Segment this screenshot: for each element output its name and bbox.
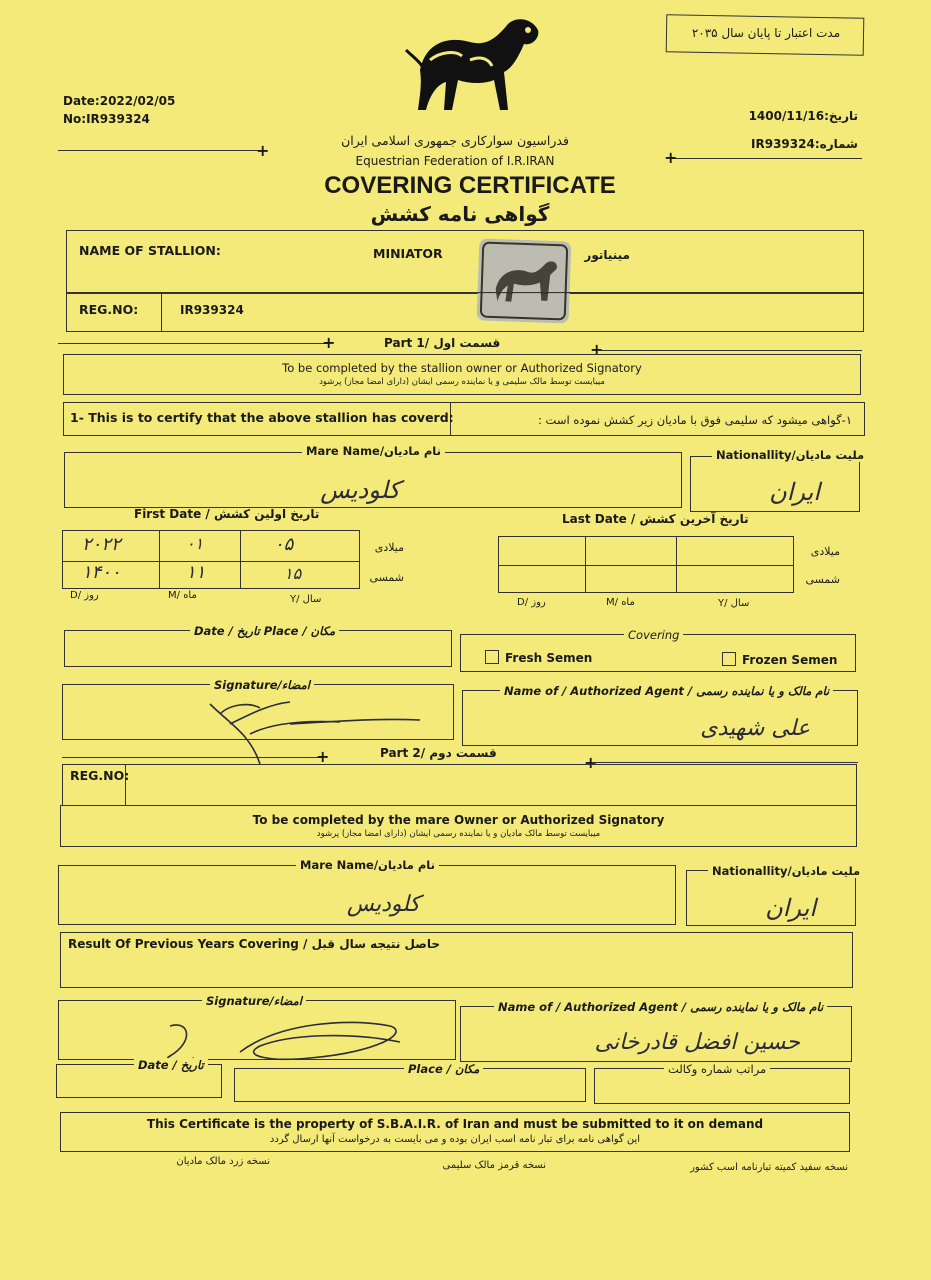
ld-col-year: Y/ سال xyxy=(718,598,750,609)
stallion-name-fa: مینیاتور xyxy=(584,248,630,262)
fd-greg-year-value: ۲۰۲۲ xyxy=(82,534,121,555)
fd-greg-month-value: ۰۱ xyxy=(186,534,204,553)
stallion-reg-value: IR939324 xyxy=(180,303,244,317)
ld-shamsi-month xyxy=(585,565,677,593)
p2-place-label: Place / مکان xyxy=(404,1062,483,1076)
frozen-semen-option[interactable] xyxy=(722,652,837,667)
p1-nationality-label: Nationallity/ملیت مادیان xyxy=(712,448,868,462)
property-en: This Certificate is the property of S.B.A.I.R. of Iran and must be submitted to it on demand xyxy=(146,1117,764,1131)
last-date-label: Last Date / تاریخ آخرین کشش xyxy=(562,512,749,526)
date-fa: تاریخ:1400/11/16 xyxy=(748,109,858,123)
ld-shamsi-year xyxy=(676,565,794,593)
stallion-name-label: NAME OF STALLION: xyxy=(79,243,221,258)
certify-fa: ۱-گواهی میشود که سلیمی فوق با مادیان زیر کشش نموده است : xyxy=(538,413,852,427)
copy-red: نسخه قرمز مالک سلیمی xyxy=(442,1160,546,1171)
header-line-right xyxy=(670,158,862,159)
fd-shamsi-day-value: ۱۵ xyxy=(284,564,302,583)
cross-mark: + xyxy=(256,141,270,160)
certify-en: 1- This is to certify that the above stallion has coverd: xyxy=(70,410,454,425)
part1-line-right xyxy=(598,350,862,351)
stallion-reg-label: REG.NO: xyxy=(79,302,139,317)
part1-label: Part 1/ قسمت اول xyxy=(384,336,501,350)
fd-row-shamsi: شمسی xyxy=(369,571,404,584)
no-fa: شماره:IR939324 xyxy=(751,137,858,151)
fd-greg-day xyxy=(240,530,360,562)
p2-completed-fa: میبایست توسط مالک مادیان و یا نماینده رسمی ایشان (دارای امضا مجاز) پرشود xyxy=(316,829,601,839)
federation-en: Equestrian Federation of I.R.IRAN xyxy=(355,154,555,168)
first-date-label: First Date / تاریخ اولین کشش xyxy=(134,507,320,521)
part1-completed-en: To be completed by the stallion owner or Authorized Signatory xyxy=(282,361,642,375)
p1-agent-label: Name of / Authorized Agent / نام مالک و یا نماینده رسمی xyxy=(500,684,833,698)
p2-mare-name-label: Mare Name/نام مادیان xyxy=(296,858,439,872)
ld-greg-day xyxy=(498,536,586,566)
cross-mark: + xyxy=(584,753,598,772)
ld-greg-month xyxy=(585,536,677,566)
stallion-name-box xyxy=(66,230,864,294)
p2-mare-name-value: کلودیس xyxy=(346,892,420,917)
fresh-semen-checkbox[interactable] xyxy=(485,650,499,664)
ld-row-greg: میلادی xyxy=(810,545,840,558)
p1-mare-name-label: Mare Name/نام مادیان xyxy=(302,444,445,458)
part2-label: Part 2/ قسمت دوم xyxy=(380,746,497,760)
p2-signature-label: Signature/امضاء xyxy=(202,994,306,1008)
fresh-semen-option[interactable] xyxy=(485,650,592,665)
cross-mark: + xyxy=(316,747,330,766)
page-title: COVERING CERTIFICATE xyxy=(324,172,616,199)
fd-col-month: M/ ماه xyxy=(168,590,197,601)
fd-col-day: D/ روز xyxy=(70,590,99,601)
copy-white: نسخه سفید کمیته تبارنامه اسب کشور xyxy=(690,1162,848,1173)
fd-col-year: Y/ سال xyxy=(290,594,322,605)
cross-mark: + xyxy=(322,333,336,352)
validity-text: مدت اعتبار تا پایان سال ۲۰۳۵ xyxy=(691,26,841,40)
covering-label: Covering xyxy=(624,628,683,642)
ld-col-day: D/ روز xyxy=(517,597,546,608)
property-fa: این گواهی نامه برای تبار نامه اسب ایران بوده و می بایست به درخواست آنها ارسال گردد xyxy=(269,1134,641,1145)
frozen-semen-label: Frozen Semen xyxy=(742,653,838,667)
date-en: Date:2022/02/05 xyxy=(63,94,176,108)
page-title-fa: گواهی نامه کشش xyxy=(370,202,550,226)
ld-shamsi-day xyxy=(498,565,586,593)
fd-greg-day-value: ۰۵ xyxy=(274,534,294,555)
p1-agent-value: علی شهیدی xyxy=(700,716,810,741)
ld-row-shamsi: شمسی xyxy=(805,573,840,586)
p2-agent-value: حسین افضل قادرخانی xyxy=(594,1030,800,1055)
header-line-left xyxy=(58,150,258,151)
p1-nationality-value: ایران xyxy=(769,478,820,506)
result-label: Result Of Previous Years Covering / حاصل نتیجه سال قبل xyxy=(68,937,440,951)
p2-nationality-value: ایران xyxy=(765,894,816,922)
p2-date-label: Date / تاریخ xyxy=(134,1058,208,1072)
fd-shamsi-year-value: ۱۴۰۰ xyxy=(82,562,121,583)
p2-rank-label: مراتب شماره وکالت xyxy=(664,1062,770,1076)
p1-mare-name-value: کلودیس xyxy=(320,476,400,504)
ld-col-month: M/ ماه xyxy=(606,597,635,608)
p1-signature-label: Signature/امضاء xyxy=(210,678,314,692)
p2-agent-label: Name of / Authorized Agent / نام مالک و یا نماینده رسمی xyxy=(494,1000,827,1014)
federation-horse-logo xyxy=(400,10,550,120)
p2-reg-box xyxy=(62,764,857,806)
fresh-semen-label: Fresh Semen xyxy=(505,651,593,665)
p1-date-place-label: Date / تاریخ Place / مکان xyxy=(190,624,339,638)
cross-mark: + xyxy=(664,148,678,167)
frozen-semen-checkbox[interactable] xyxy=(722,652,736,666)
part2-line-right xyxy=(592,762,858,763)
fd-shamsi-month-value: ۱۱ xyxy=(186,562,206,583)
federation-fa: فدراسیون سوارکاری جمهوری اسلامی ایران xyxy=(341,133,569,148)
stallion-name-en: MINIATOR xyxy=(373,246,443,261)
part1-line-left xyxy=(58,343,328,344)
part2-line-left xyxy=(62,757,322,758)
copy-yellow: نسخه زرد مالک مادیان xyxy=(176,1156,270,1167)
p2-reg-label: REG.NO: xyxy=(70,768,130,783)
no-en: No:IR939324 xyxy=(63,112,150,126)
cross-mark: + xyxy=(590,340,604,359)
p2-nationality-label: Nationallity/ملیت مادیان xyxy=(708,864,864,878)
ld-greg-year xyxy=(676,536,794,566)
p2-completed-en: To be completed by the mare Owner or Authorized Signatory xyxy=(252,813,665,827)
part1-completed-fa: میبایست توسط مالک سلیمی و یا نماینده رسمی ایشان (دارای امضا مجاز) پرشود xyxy=(319,377,605,387)
fd-row-greg: میلادی xyxy=(374,541,404,554)
